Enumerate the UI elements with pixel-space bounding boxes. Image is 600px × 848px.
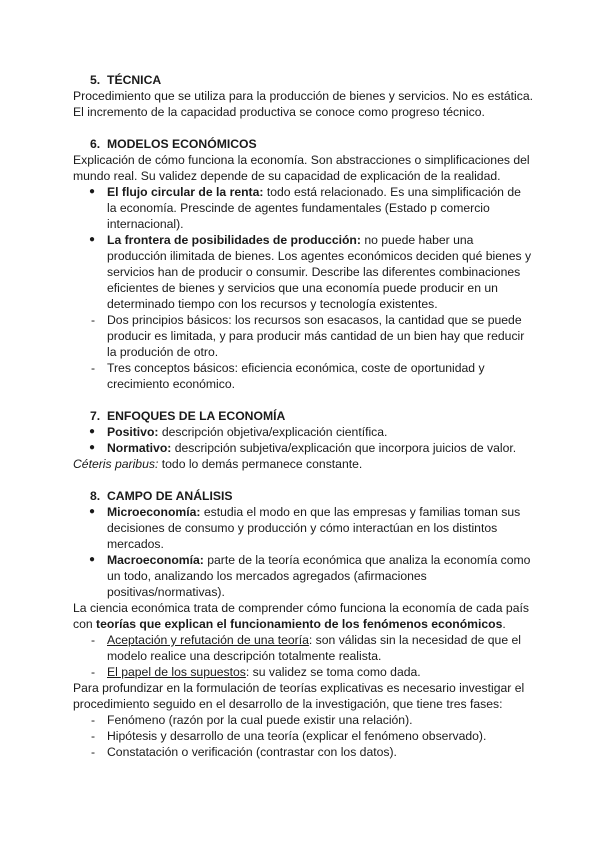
section-heading-modelos: 6. MODELOS ECONÓMICOS [90,137,257,151]
dash-list [73,712,533,760]
list-item: ● La frontera de posibilidades de producción: no puede haber una producción ilimitada de bienes. Los agentes económicos deciden qué bienes y servicios han de producir o consumir. Describe las diferentes combinaciones eficientes de bienes y servicios que una economía puede producir en un determinado tiempo con los recursos y tecnología existentes. [73,232,533,312]
list-item: - Dos principios básicos: los recursos son esacasos, la cantidad que se puede producir es limitada, y para producir más cantidad de un bien hay que reducir la produción de otro. [73,312,533,360]
document-page [73,72,533,760]
list-item: ● Normativo: descripción subjetiva/explicación que incorpora juicios de valor. [73,440,533,456]
list-item: - Fenómeno (razón por la cual puede existir una relación). [73,712,533,728]
bullet-list [73,424,533,456]
list-item: - Constatación o verificación (contrastar con los datos). [73,744,533,760]
list-item: ● Microeconomía: estudia el modo en que las empresas y familias toman sus decisiones de consumo y producción y cómo interactúan en los distintos mercados. [73,504,533,552]
list-item: ● Positivo: descripción objetiva/explicación científica. [73,424,533,440]
dash-list [73,632,533,680]
paragraph: Procedimiento que se utiliza para la producción de bienes y servicios. No es estática. El incremento de la capacidad productiva se conoce como progreso técnico. [73,89,533,119]
list-item: - Hipótesis y desarrollo de una teoría (explicar el fenómeno observado). [73,728,533,744]
paragraph: La ciencia económica trata de comprender cómo funciona la economía de cada país con teorías que explican el funcionamiento de los fenómenos económicos. [73,601,529,631]
list-item: - El papel de los supuestos: su validez se toma como dada. [73,664,533,680]
paragraph-ceteris: Céteris paribus: todo lo demás permanece constante. [73,457,363,471]
section-heading-tecnica: 5. TÉCNICA [90,73,162,87]
section-heading-campo: 8. CAMPO DE ANÁLISIS [90,489,233,503]
list-item: ● Macroeconomía: parte de la teoría económica que analiza la economía como un todo, analizando los mercados agregados (afirmaciones positivas/normativas). [73,552,533,600]
list-item: - Tres conceptos básicos: eficiencia económica, coste de oportunidad y crecimiento económico. [73,360,533,392]
paragraph: Para profundizar en la formulación de teorías explicativas es necesario investigar el procedimiento seguido en el desarrollo de la investigación, que tiene tres fases: [73,681,525,711]
dash-list [73,312,533,392]
section-heading-enfoques: 7. ENFOQUES DE LA ECONOMÍA [90,409,286,423]
bullet-list [73,184,533,312]
paragraph: Explicación de cómo funciona la economía. Son abstracciones o simplificaciones del mundo real. Su validez depende de su capacidad de explicación de la realidad. [73,153,530,183]
bullet-list [73,504,533,600]
list-item: - Aceptación y refutación de una teoría: son válidas sin la necesidad de que el modelo realice una descripción totalmente realista. [73,632,533,664]
list-item: ● El flujo circular de la renta: todo está relacionado. Es una simplificación de la economía. Prescinde de agentes fundamentales (Estado p comercio internacional). [73,184,533,232]
